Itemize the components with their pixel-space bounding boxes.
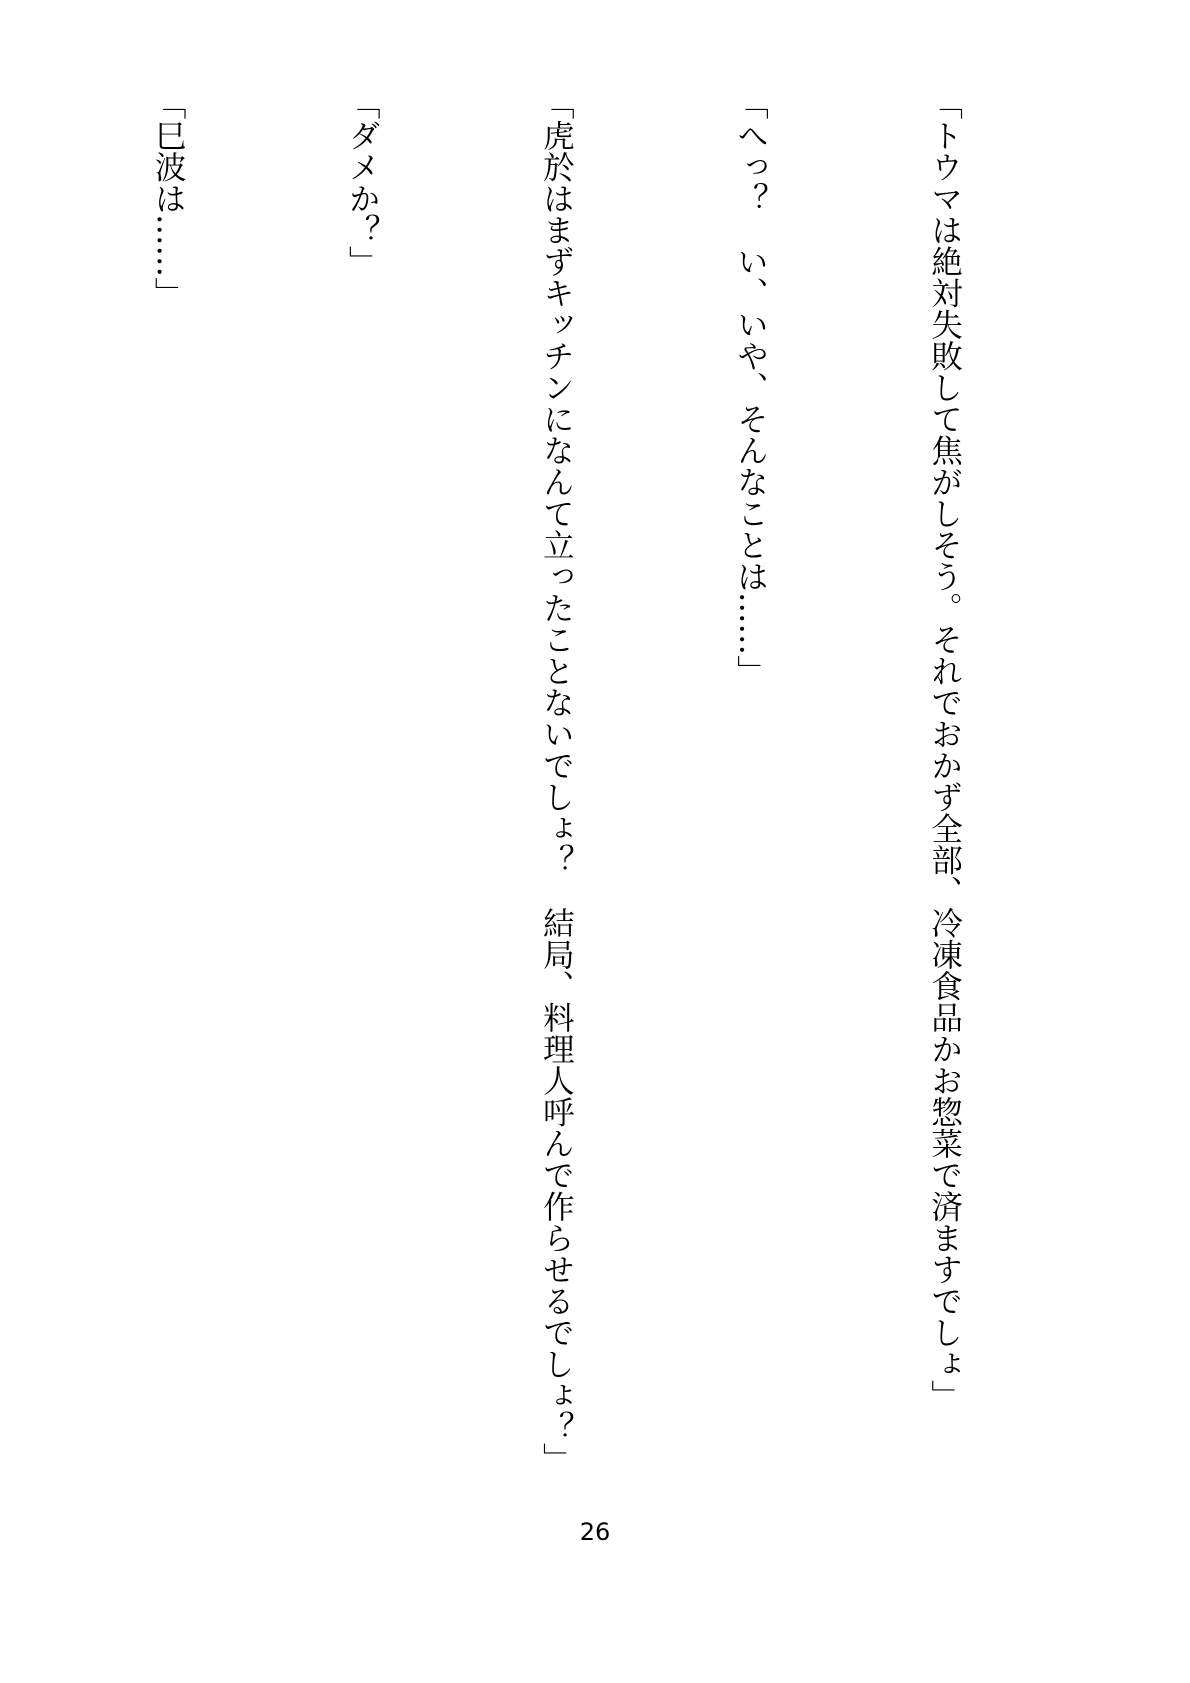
text-line-3: 「虎於はまずキッチンになんて立ったことないでしょ？ 結局、料理人呼んで作らせるでしょ？」 <box>538 88 575 1474</box>
page-number: 26 <box>579 1518 611 1546</box>
text-line-6 <box>0 88 6 1608</box>
text-line-5: 「巳波は……」 <box>150 88 187 309</box>
text-line-1: 「トウマは絶対失敗して焦がしそう。それでおかず全部、冷凍食品かお惣菜で済ますでしょ」 <box>926 88 963 1411</box>
body-text <box>0 88 1106 1608</box>
text-line-2: 「へっ？ い、いや、そんなことは……」 <box>732 88 769 687</box>
text-line-4: 「ダメか？」 <box>344 88 381 277</box>
